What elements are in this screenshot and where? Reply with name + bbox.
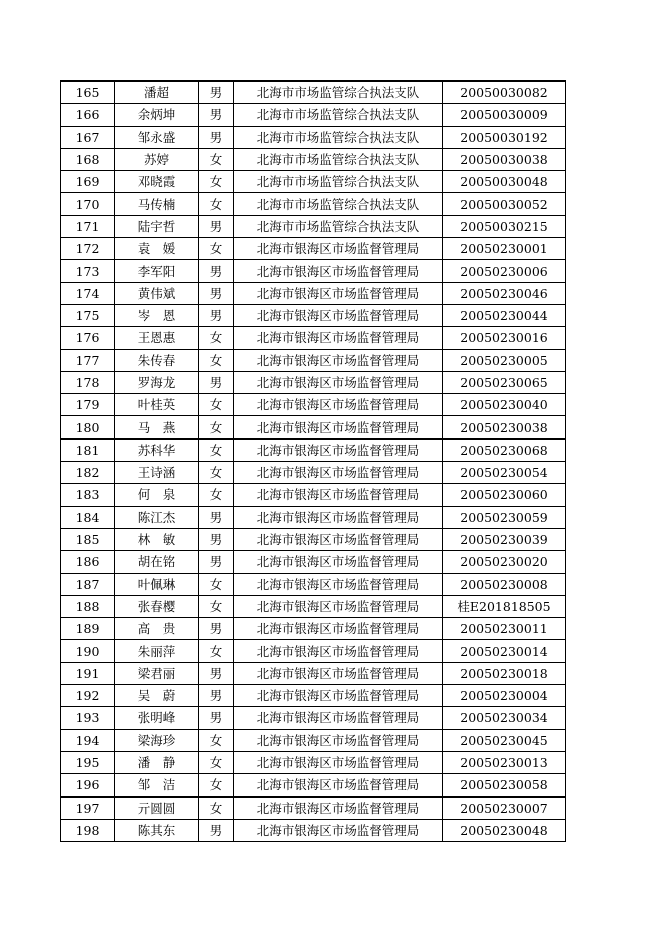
table-row <box>61 506 566 528</box>
person-name-cell: 邓晓霞 <box>115 171 199 193</box>
certificate-number-cell: 20050030038 <box>443 148 566 170</box>
certificate-number-cell: 20050030048 <box>443 171 566 193</box>
table-row <box>61 171 566 193</box>
row-number-cell: 198 <box>61 819 115 841</box>
certificate-number-cell: 20050230011 <box>443 618 566 640</box>
row-number-cell: 181 <box>61 439 115 462</box>
certificate-number-cell: 20050230060 <box>443 484 566 506</box>
gender-cell: 男 <box>199 707 234 729</box>
row-number-cell: 177 <box>61 349 115 371</box>
gender-cell: 女 <box>199 416 234 439</box>
row-number-cell: 191 <box>61 662 115 684</box>
gender-cell: 女 <box>199 729 234 751</box>
person-name-cell: 潘 静 <box>115 751 199 773</box>
row-number-cell: 197 <box>61 797 115 820</box>
row-number-cell: 171 <box>61 215 115 237</box>
work-unit-cell: 北海市银海区市场监督管理局 <box>234 394 443 416</box>
person-name-cell: 陆宇哲 <box>115 215 199 237</box>
gender-cell: 女 <box>199 394 234 416</box>
gender-cell: 女 <box>199 462 234 484</box>
certificate-number-cell: 20050230008 <box>443 573 566 595</box>
gender-cell: 女 <box>199 797 234 820</box>
row-number-cell: 193 <box>61 707 115 729</box>
certificate-number-cell: 桂E201818505 <box>443 595 566 617</box>
work-unit-cell: 北海市市场监管综合执法支队 <box>234 215 443 237</box>
work-unit-cell: 北海市银海区市场监督管理局 <box>234 260 443 282</box>
gender-cell: 男 <box>199 215 234 237</box>
work-unit-cell: 北海市银海区市场监督管理局 <box>234 751 443 773</box>
table-row <box>61 148 566 170</box>
table-row <box>61 104 566 126</box>
row-number-cell: 187 <box>61 573 115 595</box>
gender-cell: 女 <box>199 640 234 662</box>
row-number-cell: 175 <box>61 304 115 326</box>
certificate-number-cell: 20050230034 <box>443 707 566 729</box>
certificate-number-cell: 20050230044 <box>443 304 566 326</box>
row-number-cell: 190 <box>61 640 115 662</box>
row-number-cell: 169 <box>61 171 115 193</box>
certificate-number-cell: 20050230059 <box>443 506 566 528</box>
gender-cell: 女 <box>199 327 234 349</box>
gender-cell: 女 <box>199 595 234 617</box>
person-name-cell: 何 泉 <box>115 484 199 506</box>
person-name-cell: 陈江杰 <box>115 506 199 528</box>
certificate-number-cell: 20050230038 <box>443 416 566 439</box>
row-number-cell: 178 <box>61 371 115 393</box>
row-number-cell: 183 <box>61 484 115 506</box>
person-name-cell: 叶佩琳 <box>115 573 199 595</box>
row-number-cell: 186 <box>61 551 115 573</box>
row-number-cell: 167 <box>61 126 115 148</box>
certificate-number-cell: 20050230048 <box>443 819 566 841</box>
row-number-cell: 195 <box>61 751 115 773</box>
work-unit-cell: 北海市银海区市场监督管理局 <box>234 528 443 550</box>
certificate-number-cell: 20050230004 <box>443 685 566 707</box>
person-name-cell: 朱传春 <box>115 349 199 371</box>
certificate-number-cell: 20050030192 <box>443 126 566 148</box>
work-unit-cell: 北海市银海区市场监督管理局 <box>234 416 443 439</box>
person-name-cell: 梁君丽 <box>115 662 199 684</box>
gender-cell: 女 <box>199 439 234 462</box>
work-unit-cell: 北海市银海区市场监督管理局 <box>234 484 443 506</box>
work-unit-cell: 北海市银海区市场监督管理局 <box>234 640 443 662</box>
table-row <box>61 729 566 751</box>
row-number-cell: 180 <box>61 416 115 439</box>
certificate-number-cell: 20050230058 <box>443 774 566 797</box>
person-name-cell: 马传楠 <box>115 193 199 215</box>
gender-cell: 男 <box>199 126 234 148</box>
table-row <box>61 707 566 729</box>
gender-cell: 男 <box>199 662 234 684</box>
gender-cell: 女 <box>199 238 234 260</box>
certificate-number-cell: 20050230006 <box>443 260 566 282</box>
person-name-cell: 叶桂英 <box>115 394 199 416</box>
work-unit-cell: 北海市银海区市场监督管理局 <box>234 327 443 349</box>
gender-cell: 女 <box>199 349 234 371</box>
person-name-cell: 邹永盛 <box>115 126 199 148</box>
row-number-cell: 176 <box>61 327 115 349</box>
work-unit-cell: 北海市银海区市场监督管理局 <box>234 797 443 820</box>
table-row <box>61 81 566 104</box>
certificate-number-cell: 20050230001 <box>443 238 566 260</box>
table-row <box>61 573 566 595</box>
work-unit-cell: 北海市银海区市场监督管理局 <box>234 685 443 707</box>
certificate-number-cell: 20050230020 <box>443 551 566 573</box>
table-row <box>61 394 566 416</box>
certificate-number-cell: 20050230016 <box>443 327 566 349</box>
person-name-cell: 潘超 <box>115 81 199 104</box>
work-unit-cell: 北海市市场监管综合执法支队 <box>234 148 443 170</box>
table-row <box>61 439 566 462</box>
person-name-cell: 马 燕 <box>115 416 199 439</box>
row-number-cell: 168 <box>61 148 115 170</box>
person-name-cell: 黄伟斌 <box>115 282 199 304</box>
person-name-cell: 苏婷 <box>115 148 199 170</box>
row-number-cell: 194 <box>61 729 115 751</box>
person-name-cell: 苏科华 <box>115 439 199 462</box>
table-row <box>61 528 566 550</box>
certificate-number-cell: 20050030082 <box>443 81 566 104</box>
gender-cell: 男 <box>199 371 234 393</box>
certificate-number-cell: 20050230014 <box>443 640 566 662</box>
work-unit-cell: 北海市市场监管综合执法支队 <box>234 193 443 215</box>
row-number-cell: 189 <box>61 618 115 640</box>
gender-cell: 男 <box>199 104 234 126</box>
work-unit-cell: 北海市银海区市场监督管理局 <box>234 618 443 640</box>
table-row <box>61 551 566 573</box>
work-unit-cell: 北海市银海区市场监督管理局 <box>234 551 443 573</box>
row-number-cell: 174 <box>61 282 115 304</box>
person-name-cell: 王诗涵 <box>115 462 199 484</box>
person-name-cell: 林 敏 <box>115 528 199 550</box>
work-unit-cell: 北海市银海区市场监督管理局 <box>234 774 443 797</box>
person-name-cell: 张明峰 <box>115 707 199 729</box>
person-name-cell: 李军阳 <box>115 260 199 282</box>
table-row <box>61 819 566 841</box>
work-unit-cell: 北海市银海区市场监督管理局 <box>234 573 443 595</box>
table-row <box>61 327 566 349</box>
work-unit-cell: 北海市银海区市场监督管理局 <box>234 304 443 326</box>
person-name-cell: 梁海珍 <box>115 729 199 751</box>
gender-cell: 男 <box>199 506 234 528</box>
certificate-number-cell: 20050230013 <box>443 751 566 773</box>
person-name-cell: 王恩惠 <box>115 327 199 349</box>
table-row <box>61 640 566 662</box>
gender-cell: 女 <box>199 573 234 595</box>
table-row <box>61 462 566 484</box>
table-row <box>61 595 566 617</box>
gender-cell: 男 <box>199 819 234 841</box>
work-unit-cell: 北海市银海区市场监督管理局 <box>234 238 443 260</box>
person-name-cell: 胡在铭 <box>115 551 199 573</box>
gender-cell: 男 <box>199 81 234 104</box>
certificate-number-cell: 20050230007 <box>443 797 566 820</box>
person-name-cell: 朱丽萍 <box>115 640 199 662</box>
row-number-cell: 179 <box>61 394 115 416</box>
certificate-number-cell: 20050230046 <box>443 282 566 304</box>
work-unit-cell: 北海市市场监管综合执法支队 <box>234 104 443 126</box>
gender-cell: 女 <box>199 751 234 773</box>
row-number-cell: 182 <box>61 462 115 484</box>
table-row <box>61 304 566 326</box>
gender-cell: 女 <box>199 484 234 506</box>
gender-cell: 男 <box>199 260 234 282</box>
gender-cell: 男 <box>199 304 234 326</box>
gender-cell: 女 <box>199 148 234 170</box>
person-name-cell: 袁 媛 <box>115 238 199 260</box>
certificate-number-cell: 20050030009 <box>443 104 566 126</box>
row-number-cell: 166 <box>61 104 115 126</box>
certificate-number-cell: 20050230054 <box>443 462 566 484</box>
row-number-cell: 196 <box>61 774 115 797</box>
work-unit-cell: 北海市银海区市场监督管理局 <box>234 462 443 484</box>
work-unit-cell: 北海市市场监管综合执法支队 <box>234 81 443 104</box>
row-number-cell: 165 <box>61 81 115 104</box>
gender-cell: 男 <box>199 685 234 707</box>
certificate-number-cell: 20050230039 <box>443 528 566 550</box>
table-row <box>61 126 566 148</box>
table-row <box>61 774 566 797</box>
person-name-cell: 吴 蔚 <box>115 685 199 707</box>
work-unit-cell: 北海市银海区市场监督管理局 <box>234 439 443 462</box>
certificate-number-cell: 20050230068 <box>443 439 566 462</box>
gender-cell: 男 <box>199 528 234 550</box>
table-row <box>61 751 566 773</box>
table-row <box>61 215 566 237</box>
table-row <box>61 282 566 304</box>
row-number-cell: 184 <box>61 506 115 528</box>
person-name-cell: 高 贵 <box>115 618 199 640</box>
gender-cell: 女 <box>199 193 234 215</box>
person-name-cell: 余炳坤 <box>115 104 199 126</box>
row-number-cell: 172 <box>61 238 115 260</box>
work-unit-cell: 北海市银海区市场监督管理局 <box>234 662 443 684</box>
gender-cell: 女 <box>199 171 234 193</box>
row-number-cell: 192 <box>61 685 115 707</box>
work-unit-cell: 北海市银海区市场监督管理局 <box>234 595 443 617</box>
table-row <box>61 685 566 707</box>
certificate-number-cell: 20050030215 <box>443 215 566 237</box>
certificate-number-cell: 20050230045 <box>443 729 566 751</box>
work-unit-cell: 北海市银海区市场监督管理局 <box>234 729 443 751</box>
certificate-number-cell: 20050230040 <box>443 394 566 416</box>
row-number-cell: 185 <box>61 528 115 550</box>
work-unit-cell: 北海市市场监管综合执法支队 <box>234 126 443 148</box>
gender-cell: 女 <box>199 774 234 797</box>
table-row <box>61 260 566 282</box>
table-row <box>61 238 566 260</box>
work-unit-cell: 北海市银海区市场监督管理局 <box>234 506 443 528</box>
table-row <box>61 416 566 439</box>
person-name-cell: 张春樱 <box>115 595 199 617</box>
person-name-cell: 岑 恩 <box>115 304 199 326</box>
person-name-cell: 邹 洁 <box>115 774 199 797</box>
table-row <box>61 193 566 215</box>
certificate-number-cell: 20050230065 <box>443 371 566 393</box>
work-unit-cell: 北海市银海区市场监督管理局 <box>234 282 443 304</box>
personnel-table <box>60 80 566 842</box>
row-number-cell: 173 <box>61 260 115 282</box>
gender-cell: 男 <box>199 282 234 304</box>
certificate-number-cell: 20050230005 <box>443 349 566 371</box>
gender-cell: 男 <box>199 618 234 640</box>
row-number-cell: 170 <box>61 193 115 215</box>
table-row <box>61 484 566 506</box>
table-row <box>61 797 566 820</box>
person-name-cell: 亓圆圆 <box>115 797 199 820</box>
table-row <box>61 618 566 640</box>
table-row <box>61 662 566 684</box>
work-unit-cell: 北海市银海区市场监督管理局 <box>234 349 443 371</box>
table-body <box>61 81 566 842</box>
certificate-number-cell: 20050230018 <box>443 662 566 684</box>
row-number-cell: 188 <box>61 595 115 617</box>
work-unit-cell: 北海市银海区市场监督管理局 <box>234 371 443 393</box>
table-row <box>61 371 566 393</box>
work-unit-cell: 北海市银海区市场监督管理局 <box>234 707 443 729</box>
certificate-number-cell: 20050030052 <box>443 193 566 215</box>
work-unit-cell: 北海市市场监管综合执法支队 <box>234 171 443 193</box>
gender-cell: 男 <box>199 551 234 573</box>
table-row <box>61 349 566 371</box>
work-unit-cell: 北海市银海区市场监督管理局 <box>234 819 443 841</box>
person-name-cell: 陈其东 <box>115 819 199 841</box>
person-name-cell: 罗海龙 <box>115 371 199 393</box>
